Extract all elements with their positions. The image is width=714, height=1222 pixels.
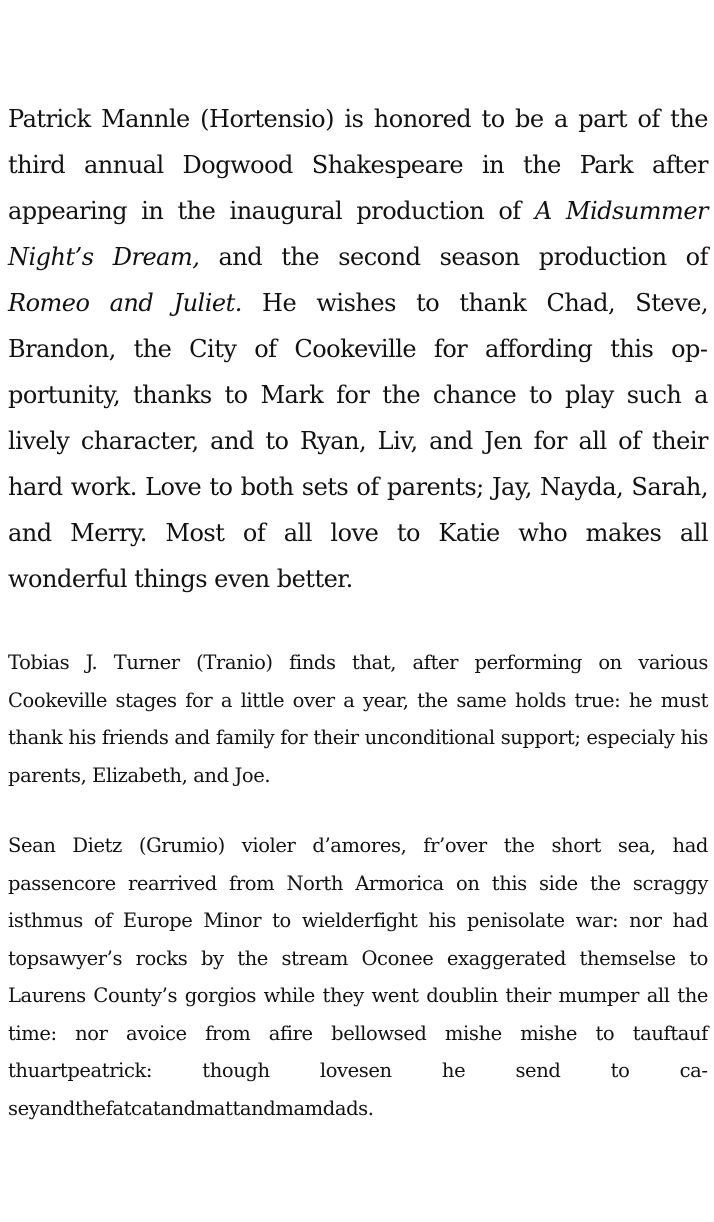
bio-name: Sean Dietz (Grumio) (8, 834, 225, 857)
bio-patrick-mannle (8, 96, 708, 602)
bio-name: Tobias J. Turner (Tranio) (8, 651, 273, 674)
bio-text: He wishes to thank Chad, Steve, Brandon, the City of Cookeville for affording this opportunity, thanks to Mark for the chance to play such a lively character, and to Ryan, Liv, and Jen for all of their hard work. Love to both sets of parents; Jay, Nayda, Sarah, and Merry. Most of all love to Katie who makes all wonderful things even better. (8, 289, 708, 593)
play-title: A Midsummer Night’s Dream, (8, 197, 708, 271)
bio-text: is honored to be a part of the third annual Dogwood Shakespeare in the Park after appearing in the inaugural production of (8, 105, 708, 225)
bios-page (8, 96, 708, 1127)
bio-name: Patrick Mannle (Hortensio) (8, 105, 334, 133)
bio-text: and the second season production of (199, 243, 709, 271)
bio-text: finds that, after performing on various Cookeville stages for a little over a year, the same holds true: he must thank his friends and family for their unconditional support; especialy his parents, Elizabeth, and Joe. (8, 651, 708, 787)
bio-text: violer d’amores, fr’over the short sea, had passencore rearrived from North Armorica on this side the scraggy isthmus of Europe Minor to wielderfight his penisolate war: nor had topsawyer’s rocks by the stream Oconee exaggerated themselse to Laurens County’s gorgios while they went doublin their mumper all the time: nor avoice from afire bellowsed mishe mishe to tauftauf thuartpeatrick: though lovesen he send to caseyandthefatcatandmattandmamdads. (8, 834, 709, 1120)
bio-tobias-turner (8, 644, 708, 794)
play-title: Romeo and Juliet. (8, 289, 242, 317)
bio-sean-dietz (8, 827, 708, 1127)
